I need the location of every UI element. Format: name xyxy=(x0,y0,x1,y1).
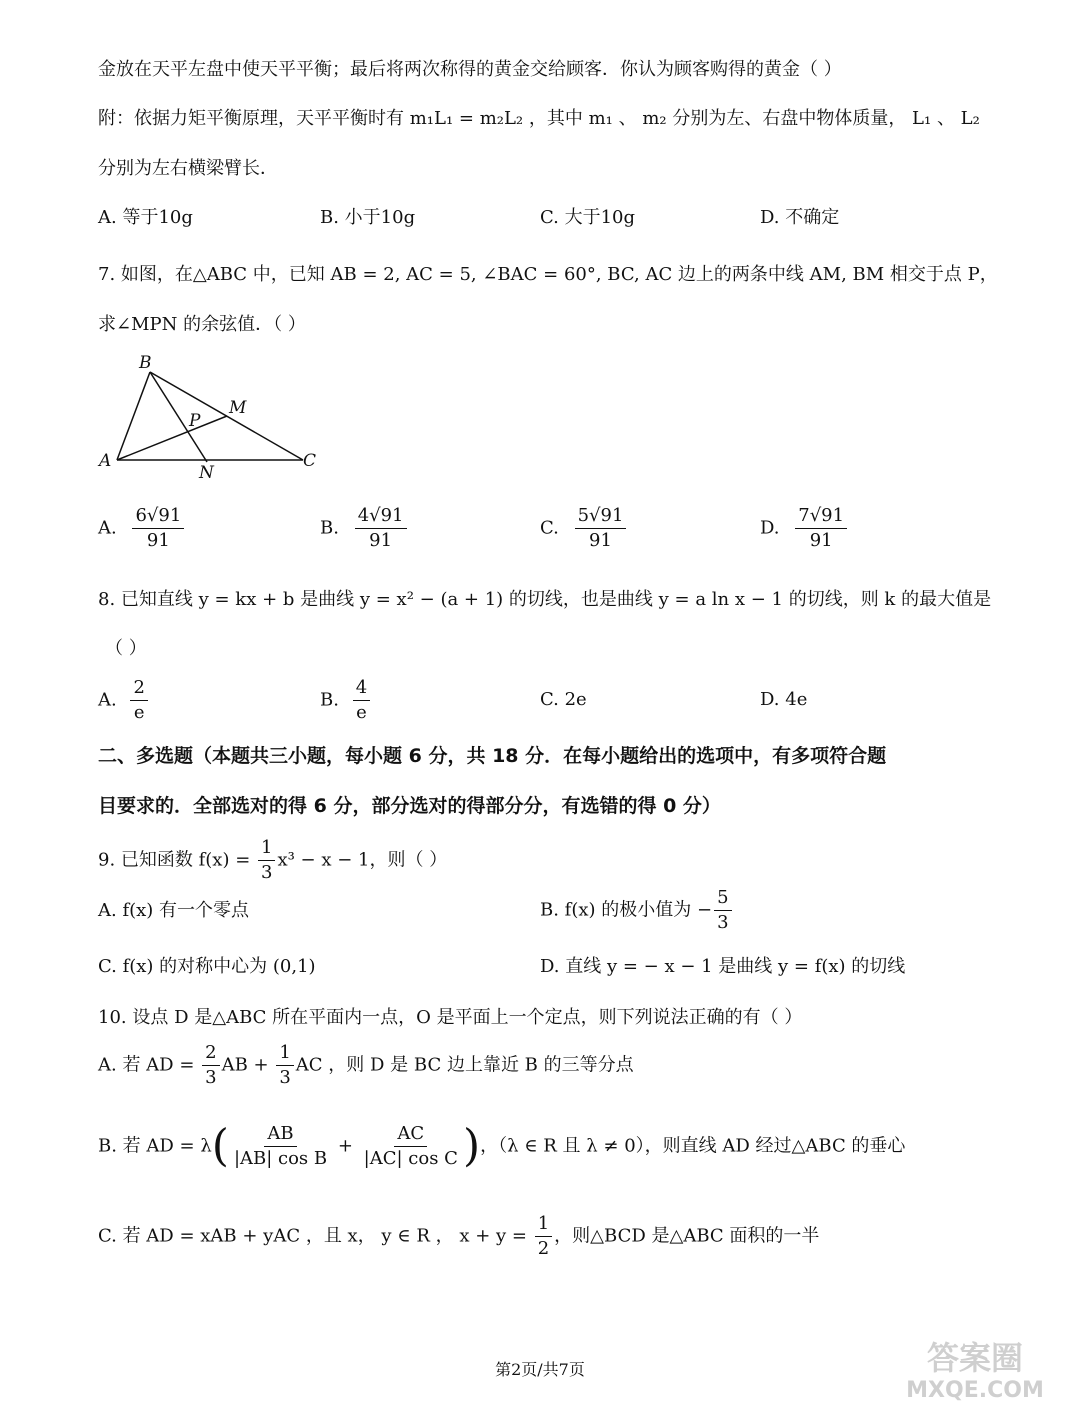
option-denominator: 91 xyxy=(369,530,393,551)
q6-option-d: D. 不确定 xyxy=(760,207,840,228)
option-letter: A. xyxy=(98,689,117,711)
q7-option-d xyxy=(760,504,849,553)
figure-label-a: A xyxy=(99,451,112,471)
q7-option-c xyxy=(540,504,628,553)
q10-a-den1: 3 xyxy=(205,1067,217,1088)
q10-b-num2: AC xyxy=(394,1122,427,1147)
figure-label-n: N xyxy=(199,463,214,483)
option-numerator: 2 xyxy=(130,676,147,701)
q9-frac-num: 1 xyxy=(258,836,275,861)
q8-line-2: （ ） xyxy=(105,638,147,659)
intro-line-1: 金放在天平左盘中使天平平衡；最后将两次称得的黄金交给顾客．你认为顾客购得的黄金（ ） xyxy=(98,59,842,80)
q9-suffix: x³ − x − 1，则（ ） xyxy=(277,849,448,871)
right-paren: ) xyxy=(462,1120,481,1172)
option-numerator: 4 xyxy=(353,676,370,701)
q8-option-c xyxy=(540,687,587,713)
option-denominator: 91 xyxy=(146,530,170,551)
q7-option-a xyxy=(98,504,186,553)
q9-stem xyxy=(98,836,447,885)
q7-line-2: 求∠MPN 的余弦值．（ ） xyxy=(98,314,306,335)
figure-label-b: B xyxy=(139,353,152,373)
q6-option-c: C. 大于10g xyxy=(540,207,636,228)
option-denominator: 91 xyxy=(589,530,612,551)
option-letter: A. xyxy=(98,517,117,539)
q9-option-c: C. f(x) 的对称中心为 (0,1) xyxy=(98,956,316,977)
q10-c-den: 2 xyxy=(537,1238,550,1259)
q7-option-b xyxy=(320,504,409,553)
q10-a-num2: 1 xyxy=(276,1041,293,1066)
q9-option-b-den: 3 xyxy=(717,912,729,933)
q8-option-a xyxy=(98,676,150,725)
q7-triangle-figure xyxy=(95,350,335,485)
option-numerator: 6√91 xyxy=(132,504,184,529)
q10-b-num1: AB xyxy=(264,1122,296,1147)
q10-option-c-suffix: ，则△BCD 是△ABC 面积的一半 xyxy=(554,1225,820,1247)
q9-prefix: 9. 已知函数 f(x) = xyxy=(98,849,257,871)
q9-option-b-text: B. f(x) 的极小值为 − xyxy=(540,899,713,921)
q10-b-den1: |AB| cos B xyxy=(233,1148,328,1169)
page-footer: 第2页/共7页 xyxy=(495,1360,585,1379)
q10-option-b-suffix: ，（λ ∈ R 且 λ ≠ 0），则直线 AD 经过△ABC 的垂心 xyxy=(480,1135,906,1157)
q10-c-num: 1 xyxy=(535,1212,552,1237)
option-text: 4e xyxy=(785,689,808,710)
q10-a-num1: 2 xyxy=(202,1041,219,1066)
option-numerator: 4√91 xyxy=(355,504,407,529)
q9-option-d: D. 直线 y = − x − 1 是曲线 y = f(x) 的切线 xyxy=(540,956,906,977)
q10-option-a-prefix: A. 若 AD = xyxy=(98,1054,201,1076)
option-letter: B. xyxy=(320,689,339,711)
section2-heading-line-1: 二、多选题（本题共三小题，每小题 6 分，共 18 分．在每小题给出的选项中，有多项符合题 xyxy=(98,745,887,767)
watermark-text-1: 答案圈 xyxy=(926,1339,1024,1377)
q8-line-1: 8. 已知直线 y = kx + b 是曲线 y = x² − (a + 1) 的切线，也是曲线 y = a ln x − 1 的切线，则 k 的最大值是 xyxy=(98,589,992,610)
q9-frac-den: 3 xyxy=(261,862,273,883)
q10-option-b-prefix: B. 若 AD = λ xyxy=(98,1135,212,1157)
q10-option-b: B. 若 AD = λ( $\frac{AB}{\text{|AB| cos B}}$ + $\frac{AC}{\text{|AC| cos C}}$ )，（λ ∈ R 且 λ ≠ 0），则直线 AD 经过△ABC 的垂心 xyxy=(98,1120,906,1172)
q10-b-den2: |AC| cos C xyxy=(363,1148,458,1169)
q10-option-c xyxy=(98,1212,819,1261)
q9-option-b xyxy=(540,886,734,935)
section2-heading-line-2: 目要求的．全部选对的得 6 分，部分选对的得部分分，有选错的得 0 分） xyxy=(98,795,721,817)
intro-line-3: 分别为左右横梁臂长． xyxy=(98,158,278,179)
q6-option-b: B. 小于10g xyxy=(320,207,416,228)
q10-stem: 10. 设点 D 是△ABC 所在平面内一点，O 是平面上一个定点，则下列说法正确的有（ ） xyxy=(98,1007,803,1028)
option-letter: C. xyxy=(540,517,559,539)
q6-option-a: A. 等于10g xyxy=(98,207,193,228)
option-denominator: e xyxy=(356,702,367,723)
option-denominator: 91 xyxy=(809,530,833,551)
option-letter: C. xyxy=(540,689,559,710)
q8-option-b xyxy=(320,676,372,725)
option-text: 2e xyxy=(564,689,587,710)
q10-option-a-suffix: AC ，则 D 是 BC 边上靠近 B 的三等分点 xyxy=(295,1054,634,1076)
q9-option-a: A. f(x) 有一个零点 xyxy=(98,900,250,921)
figure-label-m: M xyxy=(229,398,247,418)
q10-option-a xyxy=(98,1041,634,1090)
q7-line-1: 7. 如图，在△ABC 中，已知 AB = 2, AC = 5, ∠BAC = 60°, BC, AC 边上的两条中线 AM, BM 相交于点 P， xyxy=(98,264,998,285)
option-letter: B. xyxy=(320,517,339,539)
option-letter: D. xyxy=(760,689,780,710)
intro-line-2: 附：依据力矩平衡原理，天平平衡时有 m₁L₁ = m₂L₂ ，其中 m₁ 、 m₂ 分别为左、右盘中物体质量， L₁ 、 L₂ xyxy=(98,108,980,129)
option-denominator: e xyxy=(133,702,145,723)
watermark-text-2: MXQE.COM xyxy=(906,1378,1044,1403)
left-paren: ( xyxy=(211,1120,229,1172)
option-numerator: 7√91 xyxy=(795,504,847,529)
figure-label-p: P xyxy=(189,411,201,431)
q10-option-a-mid: AB + xyxy=(221,1054,275,1076)
q10-a-den2: 3 xyxy=(279,1067,291,1088)
option-numerator: 5√91 xyxy=(575,504,627,529)
option-letter: D. xyxy=(760,517,780,539)
q10-option-c-prefix: C. 若 AD = xAB + yAC ，且 x， y ∈ R ， x + y = xyxy=(98,1225,533,1247)
q9-option-b-num: 5 xyxy=(714,886,731,911)
watermark-logo xyxy=(887,1333,1062,1403)
q8-option-d xyxy=(760,687,807,713)
figure-label-c: C xyxy=(303,451,317,471)
